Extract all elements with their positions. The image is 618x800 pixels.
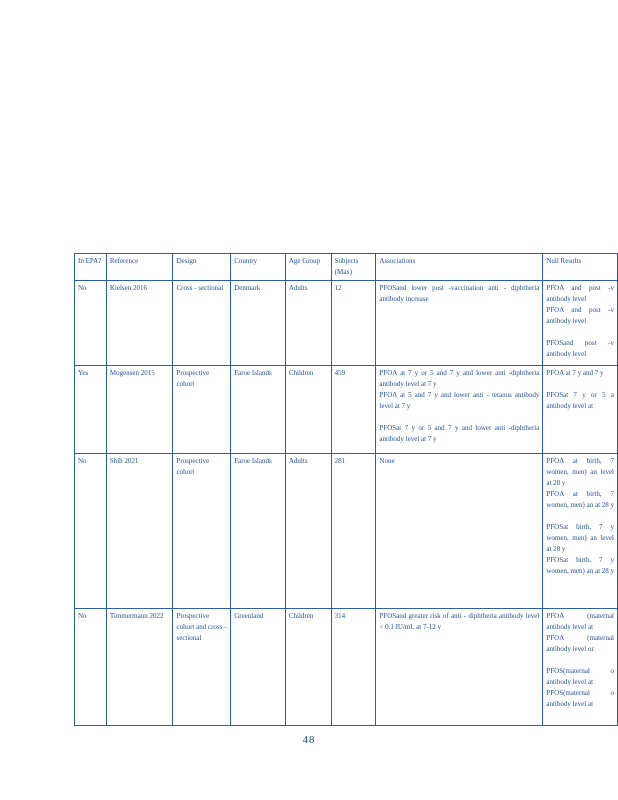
table-row	[75, 454, 618, 609]
cell-paragraph: PFOA at 7 y or 5 and 7 y and lower anti -diphtheria antibody level at 7 y	[379, 369, 540, 388]
cell-age-group: Adults	[285, 454, 331, 609]
cell-null-results	[543, 281, 618, 366]
cell-design: Prospective cohort	[173, 454, 231, 609]
paragraph-gap	[546, 327, 614, 338]
cell-country: Faroe Islands	[231, 366, 286, 454]
cell-country: Faroe Islands	[231, 454, 286, 609]
cell-paragraph: PFOA and post -v antibody level	[546, 306, 614, 325]
cell-design: Prospective cohort	[173, 366, 231, 454]
header-subjects: Subjects (Max)	[331, 254, 376, 281]
cell-in-epa: No	[75, 609, 107, 726]
table-header-row	[75, 254, 618, 281]
cell-paragraph: PFOA (maternal antibody level at	[546, 612, 614, 631]
header-reference: Reference	[106, 254, 173, 281]
paragraph-gap	[546, 511, 614, 522]
cell-null-results	[543, 609, 618, 726]
cell-reference: Kielsen 2016	[106, 281, 173, 366]
cell-country: Greenland	[231, 609, 286, 726]
cell-paragraph: PFOSand post -v antibody level	[546, 339, 614, 358]
cell-associations	[376, 281, 543, 366]
cell-paragraph: None	[379, 457, 395, 465]
cell-reference: Shih 2021	[106, 454, 173, 609]
cell-paragraph: PFOA at birth, 7 women, men) an level at 28 y	[546, 457, 614, 487]
header-in-epa: In EPA?	[75, 254, 107, 281]
cell-associations	[376, 454, 543, 609]
table-row	[75, 281, 618, 366]
cell-in-epa: No	[75, 281, 107, 366]
cell-paragraph: PFOSat birth, 7 y women, men) an at 28 y	[546, 556, 615, 575]
cell-null-results	[543, 366, 618, 454]
cell-reference: Timmermann 2022	[106, 609, 173, 726]
cell-design: Cross - sectional	[173, 281, 231, 366]
study-table	[74, 253, 618, 726]
paragraph-gap	[546, 655, 614, 666]
table-row	[75, 609, 618, 726]
page-number: 48	[302, 734, 316, 746]
paragraph-gap	[379, 412, 539, 423]
cell-paragraph: PFOSat 7 y or 5 a antibody level at	[546, 391, 614, 410]
cell-subjects: 12	[331, 281, 376, 366]
cell-country: Denmark	[231, 281, 286, 366]
cell-paragraph: PFOSat 7 y or 5 and 7 y and lower anti -diphtheria antibody level at 7 y	[379, 424, 540, 443]
cell-paragraph: PFOA (maternal antibody level or	[546, 634, 614, 653]
cell-in-epa: Yes	[75, 366, 107, 454]
header-age-group: Age Group	[285, 254, 331, 281]
header-null-results: Null Results	[543, 254, 618, 281]
header-associations: Associations	[376, 254, 543, 281]
paragraph-gap	[546, 379, 614, 390]
cell-paragraph: PFOSat birth, 7 y women, men) an level at 28 y	[546, 523, 614, 553]
cell-paragraph: PFOSand lower post -vaccination anti - diphtheria antibody increase	[379, 284, 540, 303]
table-row	[75, 366, 618, 454]
cell-in-epa: No	[75, 454, 107, 609]
cell-age-group: Children	[285, 609, 331, 726]
cell-reference: Mogensen 2015	[106, 366, 173, 454]
cell-age-group: Adults	[285, 281, 331, 366]
cell-paragraph: PFOA at birth, 7 women, men) an at 28 y	[546, 490, 615, 509]
cell-subjects: 314	[331, 609, 376, 726]
cell-paragraph: PFOSand greater risk of anti - diphtheria antibody level < 0.1 IU/mL at 7-12 y	[379, 612, 540, 631]
cell-design: Prospective cohort and cross - sectional	[173, 609, 231, 726]
cell-associations	[376, 609, 543, 726]
cell-null-results	[543, 454, 618, 609]
cell-paragraph: PFOS(maternal o antibody level at	[546, 689, 614, 708]
cell-subjects: 281	[331, 454, 376, 609]
table-body	[75, 281, 618, 726]
header-country: Country	[231, 254, 286, 281]
cell-age-group: Children	[285, 366, 331, 454]
header-design: Design	[173, 254, 231, 281]
cell-paragraph: PFOS(maternal o antibody level at	[546, 667, 614, 686]
cell-paragraph: PFOA at 5 and 7 y and lower anti - tetanus antibody level at 7 y	[379, 391, 540, 410]
cell-paragraph: PFOA and post -v antibody level	[546, 284, 614, 303]
cell-paragraph: PFOA at 7 y and 7 y	[546, 369, 604, 377]
cell-associations	[376, 366, 543, 454]
cell-subjects: 459	[331, 366, 376, 454]
